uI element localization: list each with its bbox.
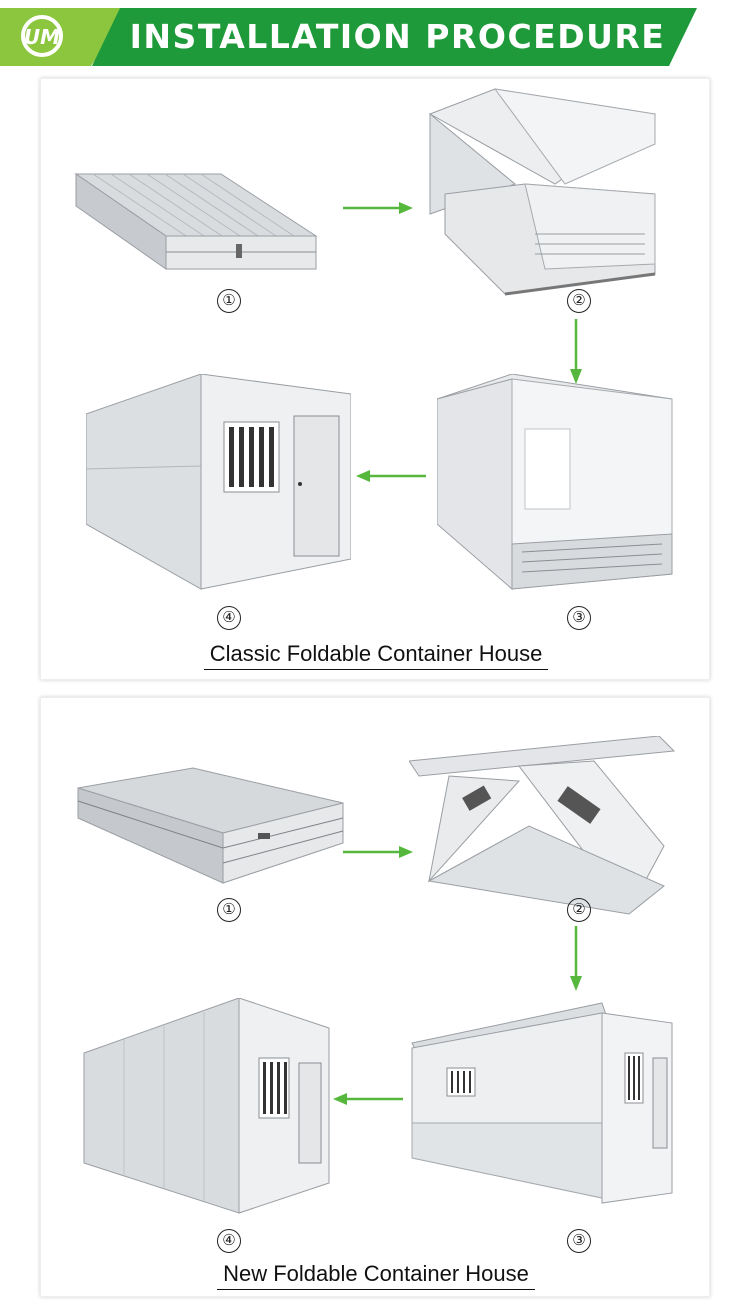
new-step2-image	[409, 736, 677, 916]
logo-text: UM	[23, 25, 61, 49]
classic-caption-text: Classic Foldable Container House	[204, 641, 549, 670]
arrow-right-icon	[343, 843, 413, 861]
classic-step2-image	[425, 84, 670, 299]
header-banner	[0, 0, 750, 70]
classic-step3-image	[437, 374, 677, 604]
step-number-2: ②	[567, 898, 591, 922]
step-number-1: ①	[217, 898, 241, 922]
new-caption-text: New Foldable Container House	[217, 1261, 535, 1290]
classic-step4-image	[86, 374, 351, 599]
classic-step1-image	[71, 164, 321, 279]
step-number-1: ①	[217, 289, 241, 313]
new-step1-image	[73, 763, 348, 888]
new-section	[40, 697, 710, 1297]
brand-logo	[14, 15, 74, 57]
arrow-left-icon	[333, 1090, 403, 1108]
section-caption	[41, 641, 711, 667]
arrow-down-icon	[567, 926, 585, 991]
step-number-3: ③	[567, 1229, 591, 1253]
step-number-2: ②	[567, 289, 591, 313]
arrow-right-icon	[343, 199, 413, 217]
step-number-3: ③	[567, 606, 591, 630]
classic-section	[40, 78, 710, 680]
arrow-left-icon	[356, 467, 426, 485]
new-step4-image	[79, 998, 334, 1218]
page-title: INSTALLATION PROCEDURE	[129, 17, 666, 56]
section-caption	[41, 1261, 711, 1287]
step-number-4: ④	[217, 606, 241, 630]
step-number-4: ④	[217, 1229, 241, 1253]
new-step3-image	[407, 998, 679, 1213]
